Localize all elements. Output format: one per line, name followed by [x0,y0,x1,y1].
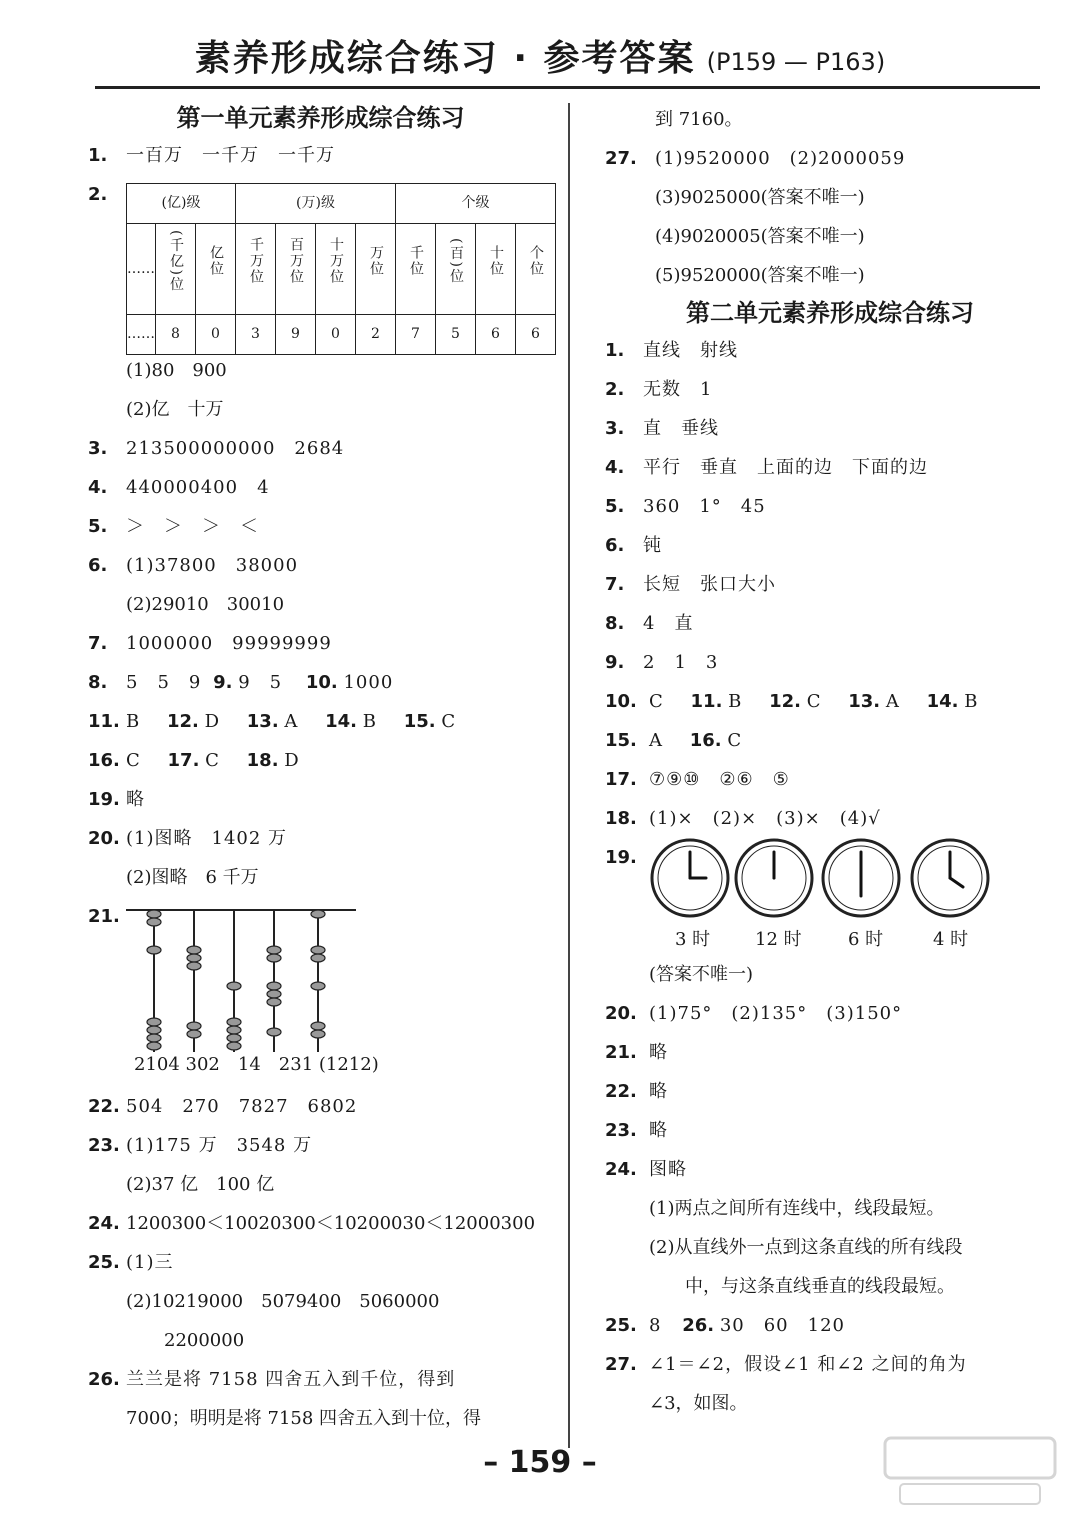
place-name: 百万位 [276,224,316,315]
unit2-q22: 22. 略 [605,1081,668,1102]
page-header [0,30,1080,81]
unit1-q27-a5: (5)9520000(答案不唯一) [655,265,865,286]
unit2-q8: 8. 4 直 [605,613,694,634]
group-yi: (亿)级 [127,184,236,224]
header-rule [95,86,1040,89]
watermark-logo [880,1430,1060,1510]
unit1-q26: 26. 兰兰是将 7158 四舍五入到千位，得到 [88,1369,456,1390]
group-ge: 个级 [396,184,556,224]
unit2-q20: 20. (1)75° (2)135° (3)150° [605,1003,903,1024]
unit1-title: 第一单元素养形成综合练习 [176,104,465,132]
unit1-q4: 4. 440000400 4 [88,477,270,498]
q-num: 1. [88,145,108,166]
unit2-q24-a1: (1)两点之间所有连线中，线段最短。 [649,1198,945,1219]
abacus-labels: 2104 302 14 231 (1212) [134,1054,379,1075]
unit2-q23: 23. 略 [605,1120,668,1141]
unit2-q21: 21. 略 [605,1042,668,1063]
unit2-q27: 27. ∠1＝∠2，假设∠1 和∠2 之间的角为 [605,1354,967,1375]
place-value: 5 [436,315,476,355]
unit1-q2-a1: (1)80 900 [126,360,227,381]
place-value: 0 [316,315,356,355]
unit1-q7: 7. 1000000 99999999 [88,633,332,654]
page-title: 素养形成综合练习 · 参考答案 [194,38,696,79]
page-range: (P159 — P163) [706,48,886,76]
unit1-q19: 19. 略 [88,789,145,810]
unit2-q24-a2: (2)从直线外一点到这条直线的所有线段 [649,1237,963,1258]
unit2-q27-l2: ∠3，如图。 [649,1393,748,1414]
unit1-q21: 21. 2104 302 14 231 (1212) [88,897,553,1087]
place-name: 千位 [396,224,436,315]
unit2-q2: 2. 无数 1 [605,379,713,400]
page-number: – 159 – [483,1445,597,1480]
place-name: 亿位 [196,224,236,315]
place-value: 0 [196,315,236,355]
clocks-figure [650,838,1000,922]
unit1-q27-a4: (4)9020005(答案不唯一) [655,226,865,247]
unit1-q27: 27. (1)9520000 (2)2000059 [605,148,906,169]
q-num: 2. [88,184,108,205]
clock-label-2: 12 时 [755,929,802,950]
unit2-q19: 19. 3 时 12 时 6 时 4 时 [605,838,1055,955]
q-answer: 一百万 一千万 一千万 [126,145,335,166]
unit2-q15-16: 15. A 16. C [605,730,742,751]
unit1-q27-a3: (3)9025000(答案不唯一) [655,187,865,208]
unit1-q26-l3: 到 7160。 [655,109,743,130]
right-column [605,100,1055,1423]
place-value: 3 [236,315,276,355]
unit2-q6: 6. 钝 [605,535,662,556]
unit1-q24: 24. 1200300＜10020300＜10200030＜12000300 [88,1213,536,1234]
clock-label-1: 3 时 [675,929,711,950]
unit2-q19-note: (答案不唯一) [649,964,754,985]
unit2-q7: 7. 长短 张口大小 [605,574,776,595]
clock-label-4: 4 时 [933,929,969,950]
left-column [88,100,553,1438]
unit1-q23-a2: (2)37 亿 100 亿 [126,1174,275,1195]
unit1-q6-a2: (2)29010 30010 [126,594,285,615]
place-value: 6 [516,315,556,355]
place-value: 6 [476,315,516,355]
unit1-q25: 25. (1)三 [88,1252,174,1273]
column-divider [568,103,570,1448]
unit1-q2 [88,175,553,351]
place-name: 十万位 [316,224,356,315]
unit2-q24-a3: 中，与这条直线垂直的线段最短。 [685,1276,955,1297]
place-value: 7 [396,315,436,355]
unit2-q17: 17. ⑦⑨⑩ ②⑥ ⑤ [605,769,790,790]
place-value: 8 [156,315,196,355]
unit2-q10-14: 10. C 11. B 12. C 13. A 14. B [605,691,978,712]
place-name: 万位 [356,224,396,315]
place-value: 2 [356,315,396,355]
unit1-q8-10: 8. 5 5 9 9. 9 5 10. 1000 [88,672,394,693]
unit2-q25-26: 25. 8 26. 30 60 120 [605,1315,845,1336]
unit2-q9: 9. 2 1 3 [605,652,719,673]
unit2-title: 第二单元素养形成综合练习 [686,299,974,327]
unit1-q22: 22. 504 270 7827 6802 [88,1096,358,1117]
place-value: …… [127,315,156,355]
unit2-q1: 1. 直线 射线 [605,340,738,361]
unit1-q20: 20. (1)图略 1402 万 [88,828,288,849]
unit2-q18: 18. (1)× (2)× (3)× (4)√ [605,808,881,829]
place-value: 9 [276,315,316,355]
unit1-q23: 23. (1)175 万 3548 万 [88,1135,313,1156]
place-name: …… [127,224,156,315]
place-name: 千万位 [236,224,276,315]
unit1-q11-15: 11. B 12. D 13. A 14. B 15. C [88,711,456,732]
group-wan: (万)级 [236,184,396,224]
clock-label-3: 6 时 [848,929,884,950]
unit1-q2-a2: (2)亿 十万 [126,399,224,420]
unit2-q4: 4. 平行 垂直 上面的边 下面的边 [605,457,928,478]
unit1-q6: 6. (1)37800 38000 [88,555,299,576]
unit1-q25-a2: (2)10219000 5079400 5060000 [126,1291,440,1312]
unit1-q1 [88,136,553,175]
place-name: (千亿)位 [156,224,196,315]
place-name: (百)位 [436,224,476,315]
unit2-q24: 24. 图略 [605,1159,687,1180]
unit1-q3: 3. 213500000000 2684 [88,438,345,459]
unit2-q5: 5. 360 1° 45 [605,496,766,517]
unit1-q20-a2: (2)图略 6 千万 [126,867,259,888]
place-name: 个位 [516,224,556,315]
unit1-q26-l2: 7000；明明是将 7158 四舍五入到十位，得 [126,1408,482,1429]
place-value-table [126,183,556,355]
unit1-q25-a3: 2200000 [164,1330,245,1351]
unit1-q5: 5. ＞ ＞ ＞ ＜ [88,516,259,537]
unit1-q16-18: 16. C 17. C 18. D [88,750,299,771]
place-name: 十位 [476,224,516,315]
unit2-q3: 3. 直 垂线 [605,418,719,439]
